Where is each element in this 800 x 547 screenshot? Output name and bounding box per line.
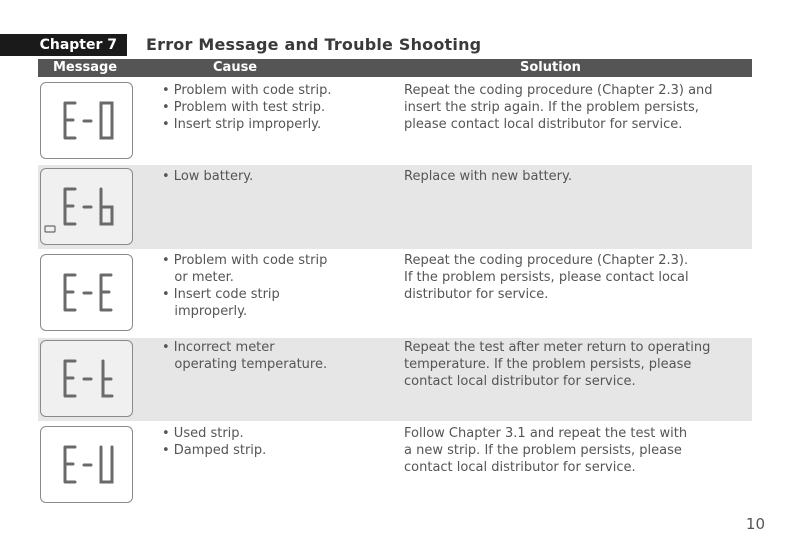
table-header <box>38 59 752 77</box>
cause-cell: • Incorrect meter operating temperature. <box>162 340 328 372</box>
lcd-display-et <box>40 340 133 417</box>
cause-cell: • Problem with code strip. • Problem with test strip. • Insert strip improperly. <box>162 83 332 132</box>
lcd-display-e0 <box>40 82 133 159</box>
table-row <box>38 338 752 421</box>
solution-cell: Follow Chapter 3.1 and repeat the test with a new strip. If the problem persists, please contact local distributor for service. <box>404 426 688 475</box>
header-solution: Solution <box>520 60 581 75</box>
page-number: 10 <box>745 515 765 533</box>
solution-cell: Replace with new battery. <box>404 169 572 184</box>
segment-code-e0 <box>41 83 134 160</box>
solution-cell: Repeat the test after meter return to operating temperature. If the problem persists, please contact local distributor for service. <box>404 340 711 389</box>
segment-code-eb <box>41 169 134 246</box>
lcd-display-eb <box>40 168 133 245</box>
table-row <box>38 79 752 163</box>
lcd-display-eu <box>40 426 133 503</box>
solution-cell: Repeat the coding procedure (Chapter 2.3) and insert the strip again. If the problem persists, please contact local distributor for service. <box>404 83 713 132</box>
solution-cell: Repeat the coding procedure (Chapter 2.3). If the problem persists, please contact local distributor for service. <box>404 253 689 302</box>
header-cause: Cause <box>213 60 258 75</box>
segment-code-eu <box>41 427 134 504</box>
page-title: Error Message and Trouble Shooting <box>146 35 482 54</box>
table-row <box>38 251 752 336</box>
cause-cell: • Low battery. <box>162 169 254 184</box>
cause-cell: • Used strip. • Damped strip. <box>162 426 267 458</box>
chapter-label: Chapter 7 <box>39 37 117 53</box>
table-row <box>38 165 752 249</box>
battery-icon <box>45 226 55 232</box>
header-message: Message <box>53 60 118 75</box>
segment-code-ee <box>41 255 134 332</box>
cause-cell: • Problem with code strip or meter. • Insert code strip improperly. <box>162 253 328 319</box>
chapter-tag <box>0 34 127 56</box>
lcd-display-ee <box>40 254 133 331</box>
segment-code-et <box>41 341 134 418</box>
table-row <box>38 423 752 508</box>
